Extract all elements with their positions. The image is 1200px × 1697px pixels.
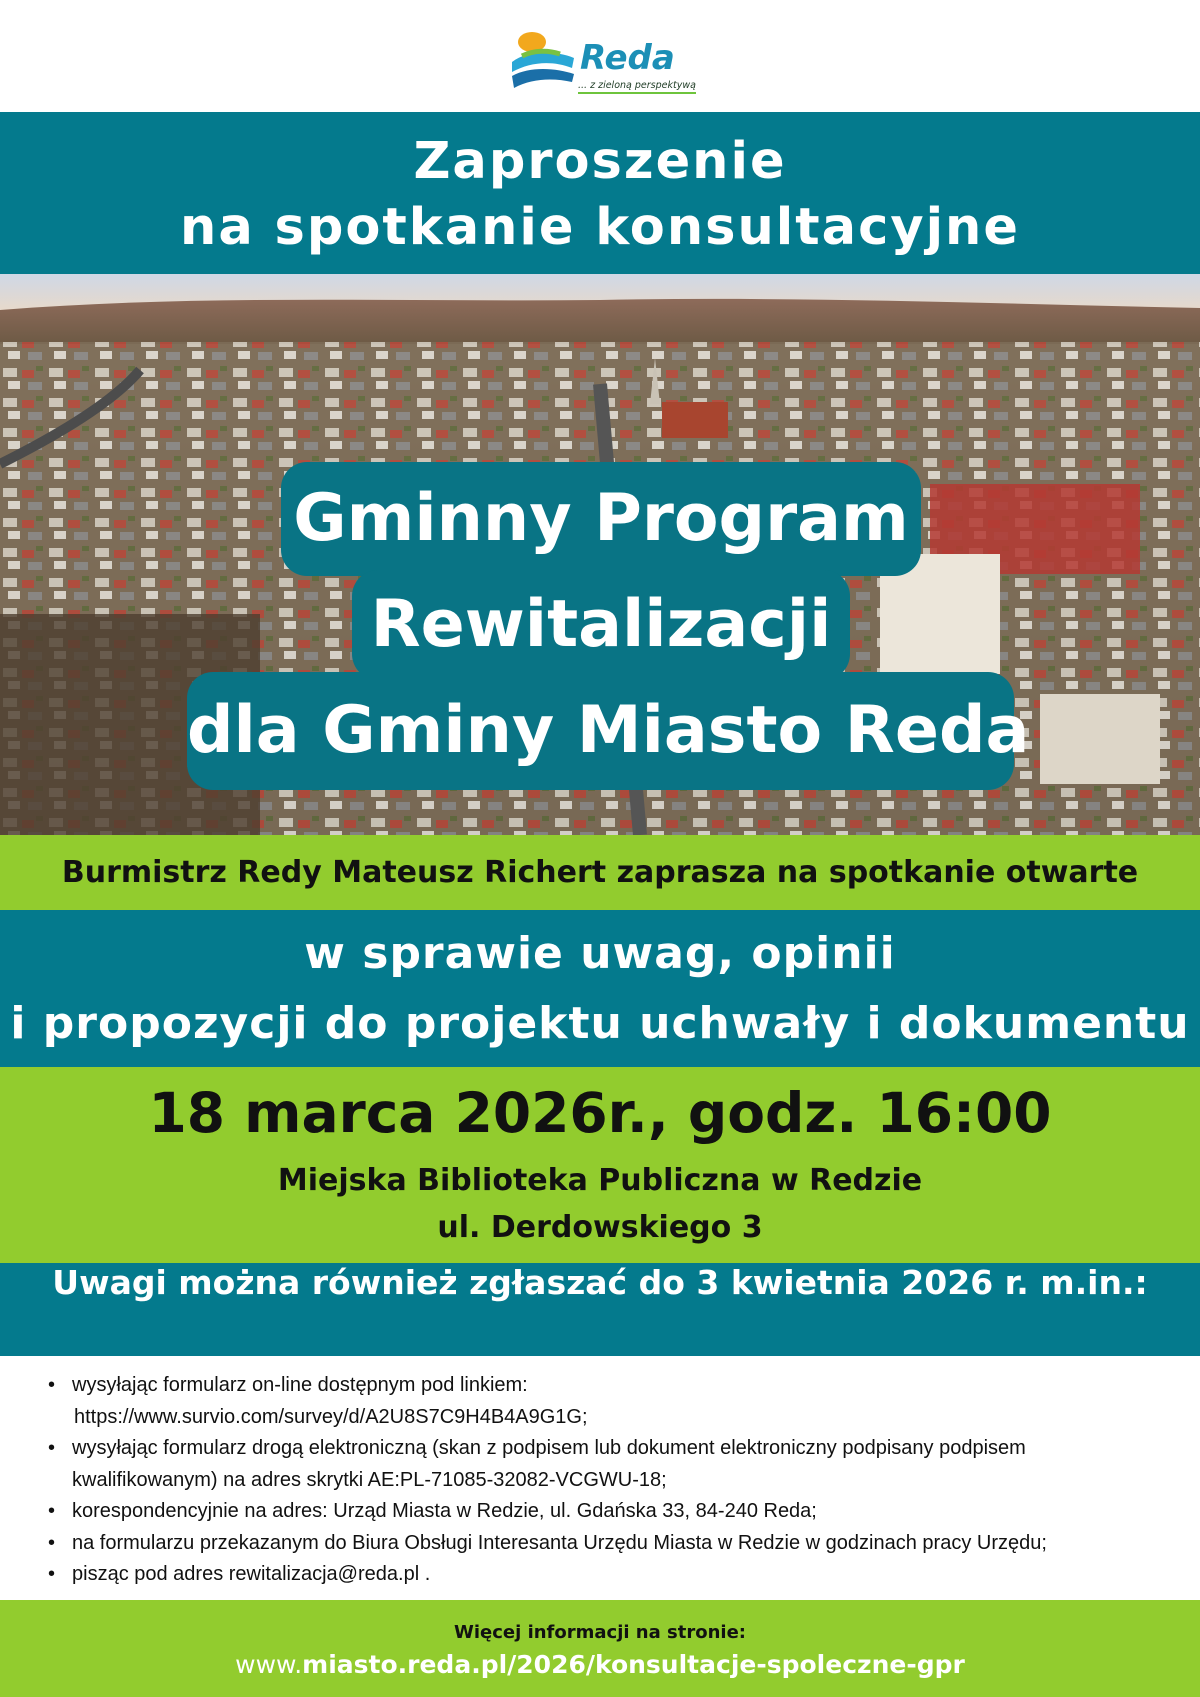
submission-methods: [0, 1356, 1200, 1600]
footer: [0, 1600, 1200, 1697]
reda-logo-mark-icon: [508, 28, 578, 100]
title-banner: [0, 112, 1200, 274]
website-link-prefix: www.: [235, 1650, 303, 1679]
list-item-text: pisząc pod adres rewitalizacja@reda.pl .: [72, 1563, 431, 1585]
list-item: [72, 1433, 1182, 1496]
event-details: [0, 1067, 1200, 1263]
list-item-text: na formularzu przekazanym do Biura Obsługi Interesanta Urzędu Miasta w Redzie w godzinach pracy Urzędu;: [72, 1531, 1047, 1554]
list-item-text: wysyłając formularz on-line dostępnym pod linkiem:: [72, 1374, 528, 1396]
logo-wordmark: Reda: [580, 38, 675, 78]
website-link[interactable]: [0, 1650, 1200, 1679]
invitation-line: Burmistrz Redy Mateusz Richert zaprasza na spotkanie otwarte: [0, 835, 1200, 910]
list-item: [72, 1496, 1182, 1528]
logo-tagline: ... z zieloną perspektywą: [578, 80, 696, 94]
list-item: [72, 1528, 1182, 1560]
survey-link[interactable]: https://www.survio.com/survey/d/A2U8S7C9H4B4A9G1G;: [74, 1405, 588, 1428]
subject-banner: [0, 910, 1200, 1067]
logo-header: [0, 0, 1200, 112]
program-title-line-1: Gminny Program: [281, 462, 921, 576]
title-line-1: Zaproszenie: [413, 132, 787, 191]
subject-line-1: w sprawie uwag, opinii: [304, 928, 896, 979]
event-address: ul. Derdowskiego 3: [437, 1210, 763, 1245]
list-item-text: korespondencyjnie na adres: Urząd Miasta w Redzie, ul. Gdańska 33, 84-240 Reda;: [72, 1500, 817, 1522]
program-title-line-2: Rewitalizacji: [352, 570, 850, 680]
title-line-2: na spotkanie konsultacyjne: [180, 198, 1020, 257]
program-title-line-3: dla Gminy Miasto Reda: [187, 672, 1014, 790]
website-link-path: miasto.reda.pl/2026/konsultacje-spoleczne-gpr: [302, 1650, 965, 1679]
deadline-banner: Uwagi można również zgłaszać do 3 kwietnia 2026 r. m.in.:: [0, 1263, 1200, 1356]
list-item-text: wysyłając formularz drogą elektroniczną (skan z podpisem lub dokument elektroniczny podpisany podpisem: [72, 1437, 1026, 1459]
event-venue: Miejska Biblioteka Publiczna w Redzie: [277, 1163, 923, 1198]
more-info-label: Więcej informacji na stronie:: [454, 1622, 746, 1643]
subject-line-2: i propozycji do projektu uchwały i dokumentu: [10, 998, 1190, 1049]
aerial-town-photo: [0, 274, 1200, 835]
event-date: 18 marca 2026r., godz. 16:00: [148, 1081, 1052, 1145]
submission-list: [0, 1356, 1200, 1591]
list-item-text: kwalifikowanym) na adres skrytki AE:PL-71085-32082-VCGWU-18;: [72, 1468, 667, 1491]
list-item: [72, 1559, 1182, 1591]
list-item: [72, 1370, 1182, 1433]
